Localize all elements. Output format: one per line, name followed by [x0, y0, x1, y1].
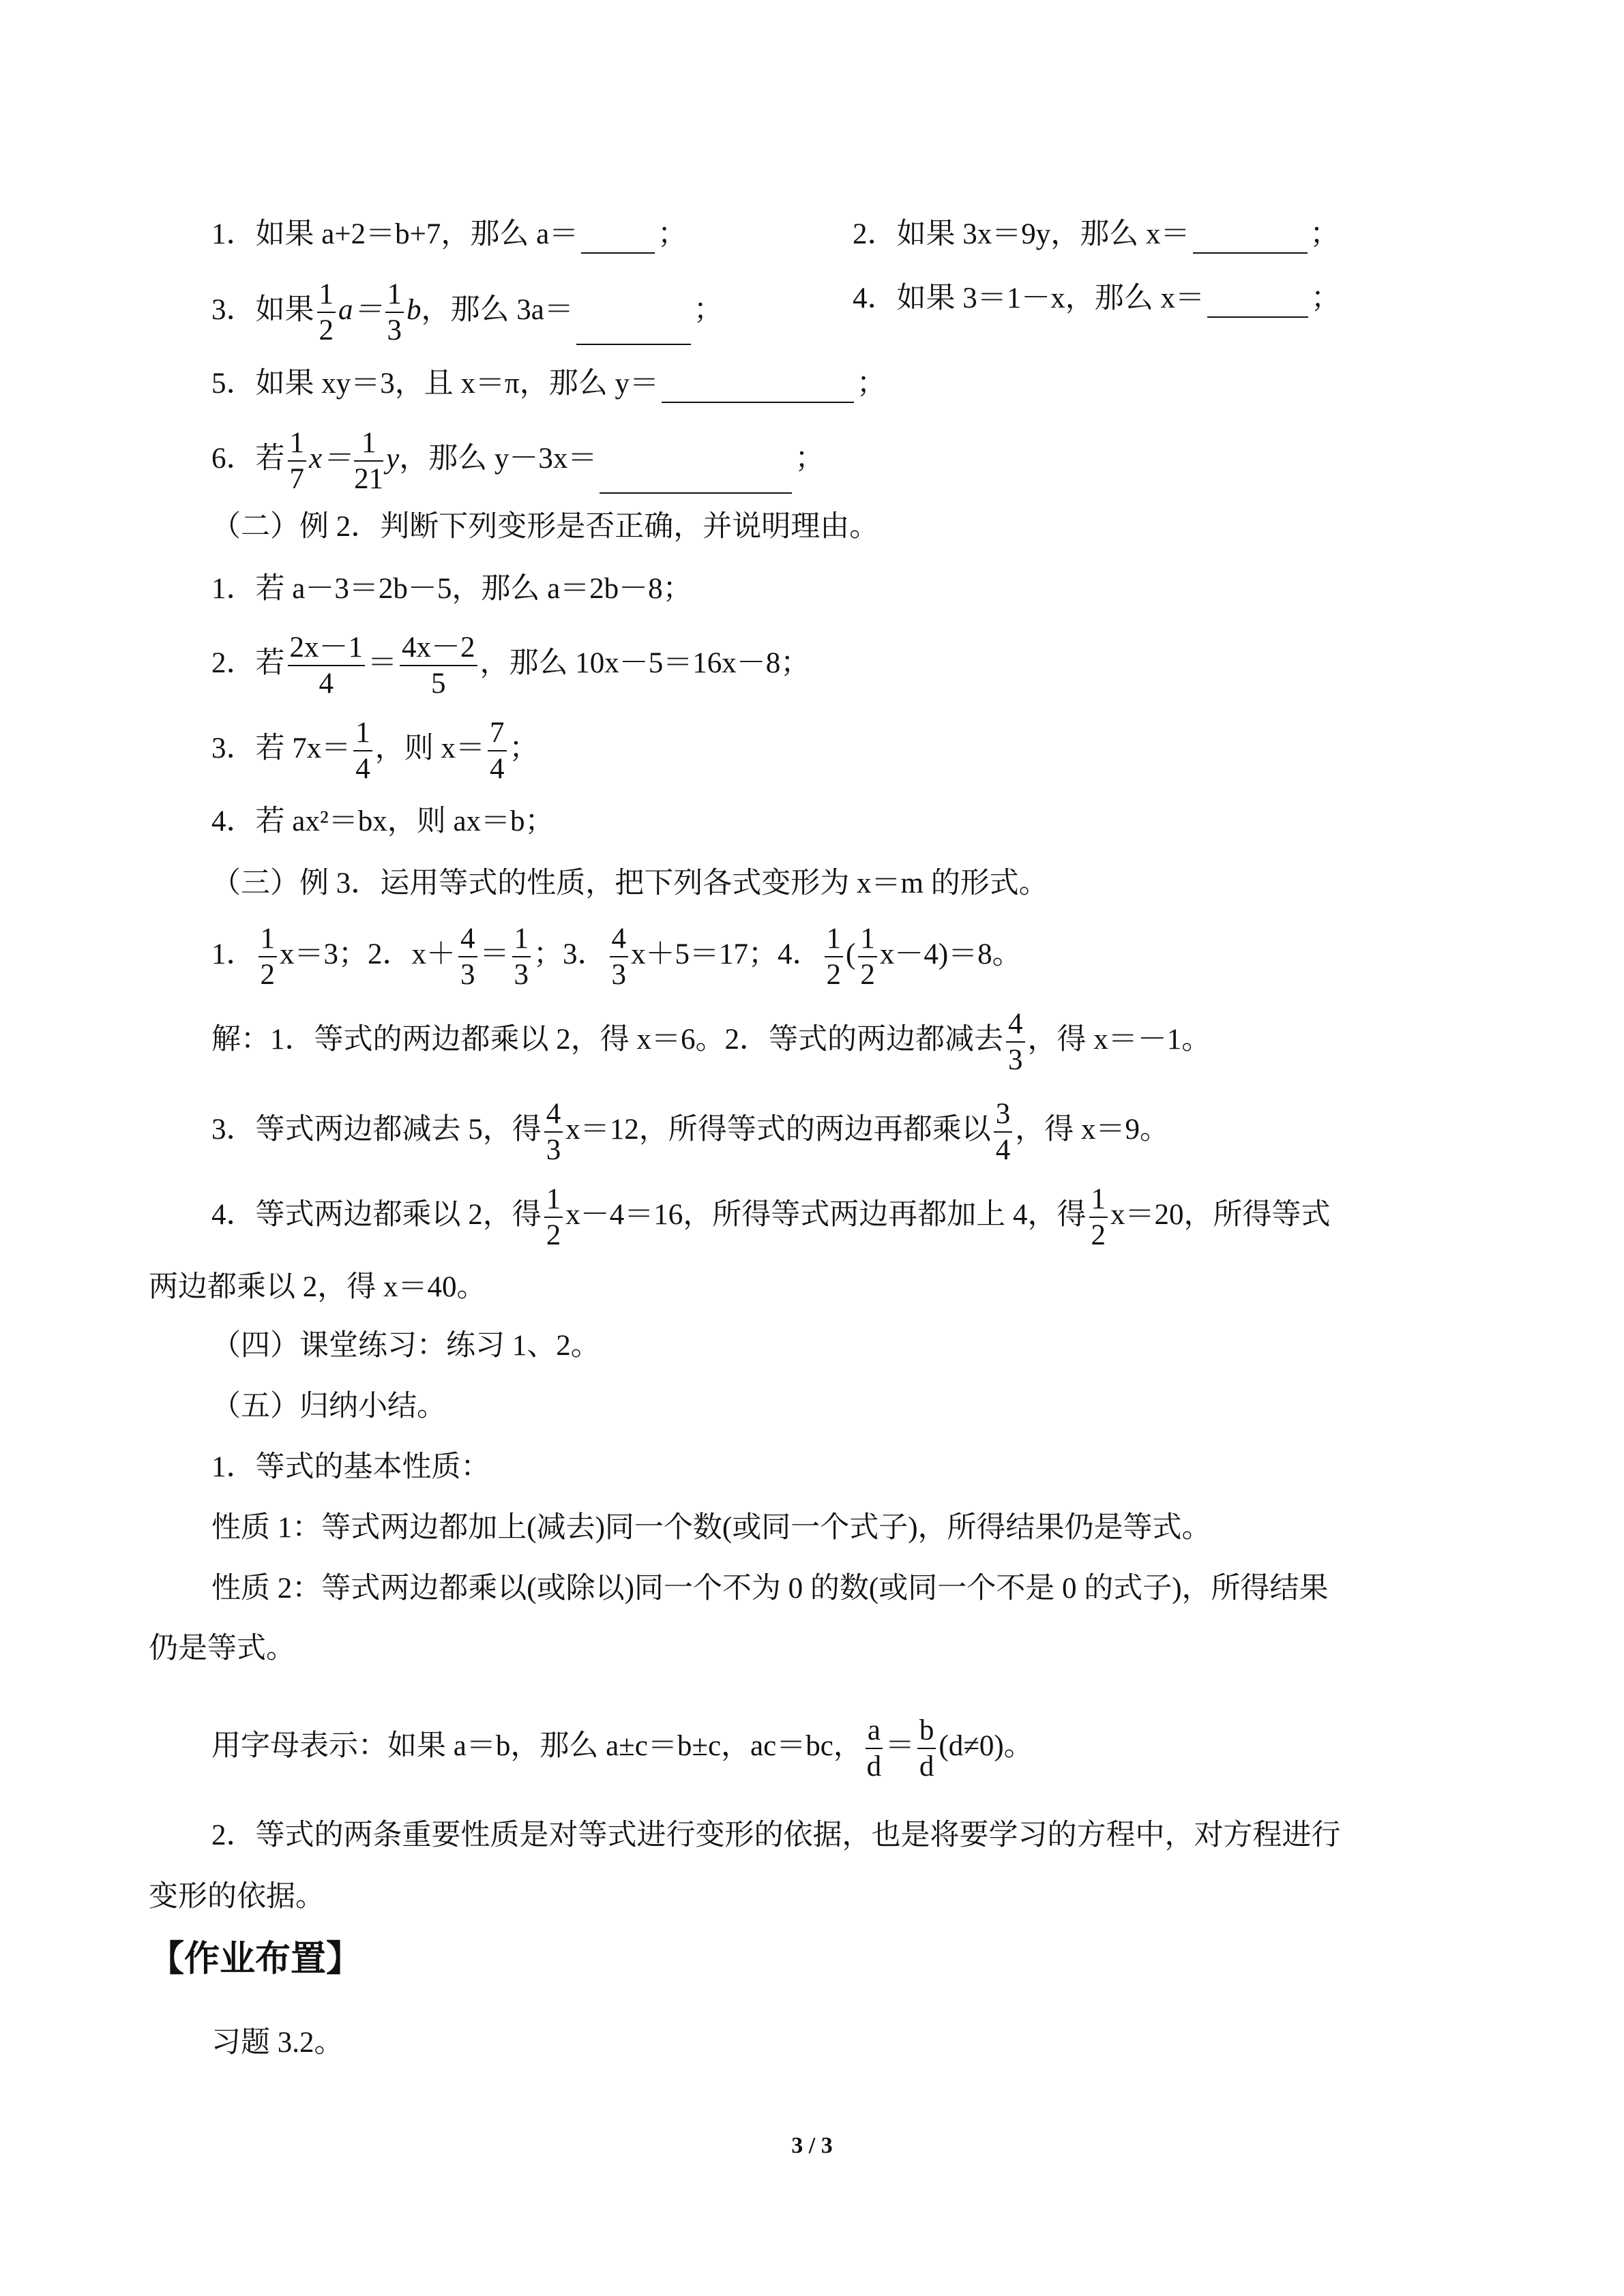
question-5: 5．如果 xy＝3，且 x＝π，那么 y＝ ；: [211, 365, 886, 403]
answer-blank[interactable]: [581, 222, 655, 254]
summary-point-2: 2．等式的两条重要性质是对等式进行变形的依据，也是将要学习的方程中，对方程进行: [211, 1819, 1341, 1851]
example-2-item-3: 3．若 7x＝ $\frac{1}{4}$ ，则 x＝ $\frac{7}{4}$ ；: [211, 717, 539, 785]
fraction: $\frac{4}{3}$: [544, 1099, 563, 1165]
fraction: $\frac{1}{3}$: [512, 924, 531, 989]
answer-blank[interactable]: [576, 314, 691, 345]
fraction: $\frac{7}{4}$: [488, 718, 507, 784]
letter-representation: 用字母表示：如果 a＝b，那么 a±c＝b±c，ac＝bc， $\frac{a}{d}$ ＝ $\frac{b}{d}$ (d≠0)。: [211, 1714, 1033, 1783]
fraction: $\frac{b}{d}$: [917, 1716, 936, 1781]
fraction: $\frac{1}{7}$: [288, 428, 307, 494]
example-3-title: （三）例 3．运用等式的性质，把下列各式变形为 x＝m 的形式。: [211, 867, 1048, 899]
solution-line-3-continued: 两边都乘以 2，得 x＝40。: [149, 1271, 486, 1303]
fraction: $\frac{1}{3}$: [385, 280, 404, 345]
property-1: 性质 1：等式两边都加上(减去)同一个数(或同一个式子)，所得结果仍是等式。: [211, 1512, 1211, 1544]
example-2-item-1: 1．若 a－3＝2b－5，那么 a＝2b－8；: [211, 573, 692, 605]
property-2: 性质 2：等式两边都乘以(或除以)同一个不为 0 的数(或同一个不是 0 的式子)，所得结果: [211, 1572, 1329, 1605]
question-4: 4．如果 3＝1－x，那么 x＝ ；: [853, 280, 1340, 318]
answer-blank[interactable]: [1193, 222, 1308, 254]
solution-line-3: 4．等式两边都乘以 2，得 $\frac{1}{2}$ x－4＝16，所得等式两边再都加上 4，得 $\frac{1}{2}$ x＝20，所得等式: [211, 1183, 1331, 1251]
fraction: $\frac{1}{2}$: [1089, 1184, 1108, 1250]
question-1: 1．如果 a+2＝b+7，那么 a＝ ；: [211, 215, 687, 254]
fraction: $\frac{4}{3}$: [610, 924, 629, 989]
fraction: $\frac{4}{3}$: [458, 924, 477, 989]
summary-point-2-continued: 变形的依据。: [149, 1881, 325, 1913]
fraction: $\frac{1}{2}$: [317, 280, 336, 345]
question-3: 3．如果 $\frac{1}{2}$ a＝ $\frac{1}{3}$ b，那么 3a＝ ；: [211, 278, 723, 346]
fraction: $\frac{3}{4}$: [994, 1099, 1013, 1165]
fraction: $\frac{1}{4}$: [353, 718, 372, 784]
fraction: $\frac{4}{3}$: [1006, 1009, 1025, 1075]
solution-line-1: 解：1．等式的两边都乘以 2，得 x＝6。2．等式的两边都减去 $\frac{4}{3}$ ，得 x＝－1。: [211, 1008, 1211, 1076]
example-2-item-4: 4．若 ax²＝bx，则 ax＝b；: [211, 805, 555, 837]
fraction: $\frac{1}{2}$: [858, 924, 877, 989]
classroom-practice: （四）课堂练习：练习 1、2。: [211, 1330, 600, 1362]
example-2-title: （二）例 2．判断下列变形是否正确，并说明理由。: [211, 511, 879, 543]
example-3-items: 1． $\frac{1}{2}$ x＝3；2．x＋ $\frac{4}{3}$ ＝ $\frac{1}{3}$ ；3． $\frac{4}{3}$ x＋5＝17；4． $\frac{1}{2}$ ( $\frac{1}{2}$ x－4)＝8。: [211, 923, 1022, 991]
answer-blank[interactable]: [1207, 286, 1308, 318]
answer-blank[interactable]: [600, 462, 792, 494]
fraction: $\frac{a}{d}$: [866, 1714, 882, 1783]
answer-blank[interactable]: [662, 372, 854, 403]
summary-heading: （五）归纳小结。: [211, 1390, 446, 1422]
homework-heading: 【作业布置】: [149, 1939, 362, 1980]
page-number: 3 / 3: [791, 2133, 833, 2158]
solution-line-2: 3．等式两边都减去 5，得 $\frac{4}{3}$ x＝12，所得等式的两边再都乘以 $\frac{3}{4}$ ，得 x＝9。: [211, 1098, 1169, 1166]
example-2-item-2: 2．若 $\frac{2x-1}{4}$ ＝ $\frac{4x-2}{5}$ ，那么 10x－5＝16x－8；: [211, 631, 810, 700]
question-6: 6．若 $\frac{1}{7}$ x＝ $\frac{1}{21}$ y，那么 y－3x＝ ；: [211, 427, 825, 495]
fraction: $\frac{1}{21}$: [354, 427, 384, 495]
property-2-continued: 仍是等式。: [149, 1632, 295, 1665]
fraction: $\frac{4x-2}{5}$: [400, 633, 477, 698]
fraction: $\frac{1}{2}$: [825, 924, 844, 989]
question-2: 2．如果 3x＝9y，那么 x＝ ；: [853, 215, 1340, 254]
fraction: $\frac{2x-1}{4}$: [288, 633, 366, 698]
fraction: $\frac{1}{2}$: [544, 1184, 563, 1250]
basic-properties: 1．等式的基本性质：: [211, 1451, 490, 1483]
homework-content: 习题 3.2。: [211, 2027, 344, 2059]
fraction: $\frac{1}{2}$: [259, 924, 278, 989]
